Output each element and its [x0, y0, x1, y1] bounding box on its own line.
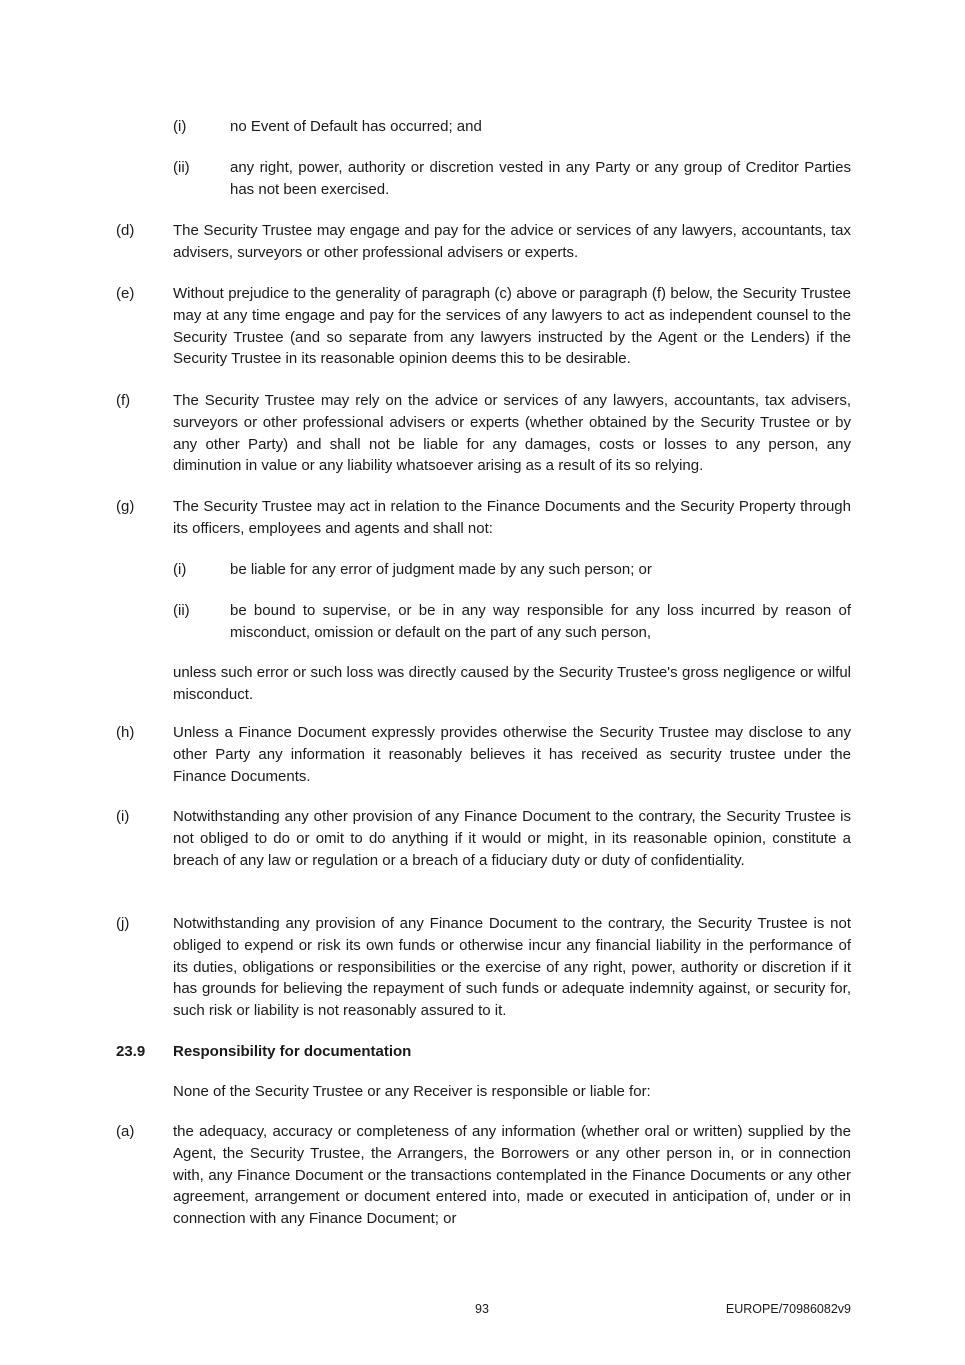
- section-intro: None of the Security Trustee or any Receiver is responsible or liable for:: [173, 1083, 651, 1100]
- item-label: (ii): [173, 602, 190, 619]
- paragraph-text: Without prejudice to the generality of paragraph (c) above or paragraph (f) below, the Security Trustee may at any time engage and pay for the services of any lawyers to act as independent counsel to the Security Trustee (and so separate from any lawyers instructed by the Agent or the Lenders) if the Security Trustee in its reasonable opinion deems this to be desirable.: [173, 285, 851, 368]
- item-text: be liable for any error of judgment made by any such person; or: [230, 561, 652, 578]
- paragraph-label: (a): [116, 1123, 135, 1140]
- paragraph-label: (j): [116, 915, 130, 932]
- section-title: Responsibility for documentation: [173, 1043, 412, 1060]
- item-label: (i): [173, 118, 187, 135]
- paragraph-label: (e): [116, 285, 135, 302]
- paragraph-text: Notwithstanding any other provision of any Finance Document to the contrary, the Security Trustee is not obliged to do or omit to do anything if it would or might, in its reasonable opinion, constitute a breach of any law or regulation or a breach of a fiduciary duty or duty of confidentiality.: [173, 808, 851, 869]
- paragraph-text: the adequacy, accuracy or completeness of any information (whether oral or written) supplied by the Agent, the Security Trustee, the Arrangers, the Borrowers or any other person in, or in connection with, any Finance Document or the transactions contemplated in the Finance Documents or any other agreement, arrangement or document entered into, made or executed in anticipation of, under or in connection with any Finance Document; or: [173, 1123, 851, 1228]
- paragraph-text: Notwithstanding any provision of any Finance Document to the contrary, the Security Trustee is not obliged to expend or risk its own funds or otherwise incur any financial liability in the performance of its duties, obligations or responsibilities or the exercise of any right, power, authority or discretion if it has grounds for believing the repayment of such funds or adequate indemnity against, or security for, such risk or liability is not reasonably assured to it.: [173, 915, 851, 1020]
- paragraph-text: Unless a Finance Document expressly provides otherwise the Security Trustee may disclose to any other Party any information it reasonably believes it has received as security trustee under the Finance Documents.: [173, 724, 851, 785]
- item-text: no Event of Default has occurred; and: [230, 118, 482, 135]
- paragraph-text: The Security Trustee may rely on the advice or services of any lawyers, accountants, tax advisers, surveyors or other professional advisers or experts (whether obtained by the Security Trustee or by any other Party) and shall not be liable for any damages, costs or losses to any person, any diminution in value or any liability whatsoever arising as a result of its so relying.: [173, 392, 851, 475]
- item-text: be bound to supervise, or be in any way responsible for any loss incurred by reason of misconduct, omission or default on the part of any such person,: [230, 602, 851, 641]
- paragraph-text: The Security Trustee may act in relation to the Finance Documents and the Security Property through its officers, employees and agents and shall not:: [173, 498, 851, 537]
- section-number: 23.9: [116, 1043, 146, 1060]
- page-number: 93: [475, 1302, 489, 1316]
- item-label: (i): [173, 561, 187, 578]
- document-reference: EUROPE/70986082v9: [725, 1302, 851, 1316]
- paragraph-label: (h): [116, 724, 135, 741]
- paragraph-label: (i): [116, 808, 130, 825]
- paragraph-label: (f): [116, 392, 131, 409]
- item-label: (ii): [173, 159, 190, 176]
- item-text: any right, power, authority or discretion vested in any Party or any group of Creditor Parties has not been exercised.: [230, 159, 851, 198]
- continuation-text: unless such error or such loss was directly caused by the Security Trustee's gross negligence or wilful misconduct.: [173, 664, 851, 703]
- paragraph-label: (g): [116, 498, 135, 515]
- paragraph-label: (d): [116, 222, 135, 239]
- paragraph-text: The Security Trustee may engage and pay for the advice or services of any lawyers, accountants, tax advisers, surveyors or other professional advisers or experts.: [173, 222, 851, 261]
